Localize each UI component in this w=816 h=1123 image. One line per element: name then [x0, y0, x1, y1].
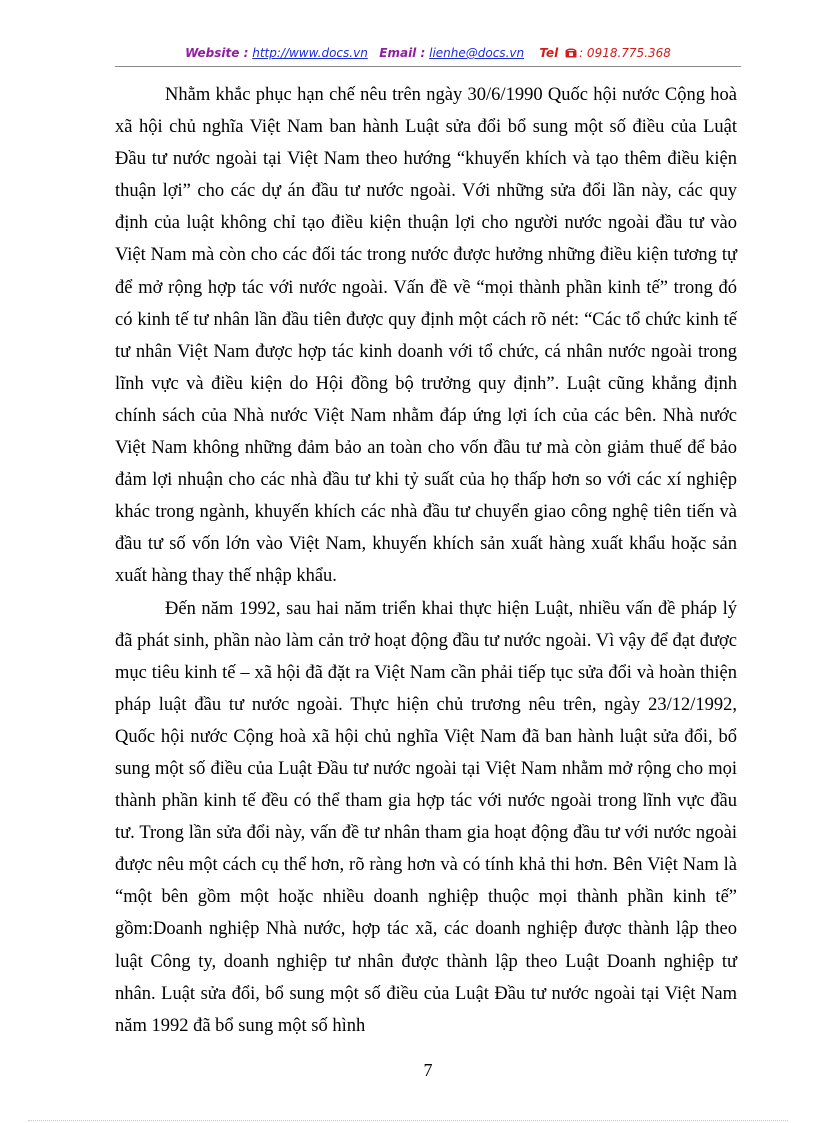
page-bottom-divider [28, 1120, 788, 1121]
tel-number: : 0918.775.368 [579, 46, 671, 60]
website-label: Website : [185, 46, 249, 60]
paragraph: Đến năm 1992, sau hai năm triển khai thực hiện Luật, nhiều vấn đề pháp lý đã phát sinh, phần nào làm cản trở hoạt động đầu tư nước ngoài. Vì vậy để đạt được mục tiêu kinh tế – xã hội đã đặt ra Việt Nam cần phải tiếp tục sửa đổi và hoàn thiện pháp luật đầu tư nước ngoài. Thực hiện chủ trương nêu trên, ngày 23/12/1992, Quốc hội nước Cộng hoà xã hội chủ nghĩa Việt Nam đã ban hành luật sửa đổi, bổ sung một số điều của Luật Đầu tư nước ngoài tại Việt Nam nhằm mở rộng cho mọi thành phần kinh tế đều có thể tham gia hợp tác với nước ngoài trong lĩnh vực đầu tư. Trong lần sửa đổi này, vấn đề tư nhân tham gia hoạt động đầu tư với nước ngoài được nêu một cách cụ thể hơn, rõ ràng hơn và có tính khả thi hơn. Bên Việt Nam là “một bên gồm một hoặc nhiều doanh nghiệp thuộc mọi thành phần kinh tế” gồm:Doanh nghiệp Nhà nước, hợp tác xã, các doanh nghiệp được thành lập theo luật Công ty, doanh nghiệp tư nhân được thành lập theo Luật Doanh nghiệp tư nhân. Luật sửa đổi, bổ sung một số điều của Luật Đầu tư nước ngoài tại Việt Nam năm 1992 đã bổ sung một số hình [115, 598, 737, 1036]
document-body [115, 79, 737, 1042]
page-number: 7 [423, 1060, 433, 1080]
paragraph: Nhằm khắc phục hạn chế nêu trên ngày 30/6/1990 Quốc hội nước Cộng hoà xã hội chủ nghĩa Việt Nam ban hành Luật sửa đổi bổ sung một số điều của Luật Đầu tư nước ngoài tại Việt Nam theo hướng “khuyến khích và tạo thêm điều kiện thuận lợi” cho các dự án đầu tư nước ngoài. Với những sửa đổi lần này, các quy định của luật không chỉ tạo điều kiện thuận lợi cho người nước ngoài đầu tư vào Việt Nam mà còn cho các đối tác trong nước được hưởng những điều kiện tương tự để mở rộng hợp tác với nước ngoài. Vấn đề về “mọi thành phần kinh tế” trong đó có kinh tế tư nhân lần đầu tiên được quy định một cách rõ nét: “Các tổ chức kinh tế tư nhân Việt Nam được hợp tác kinh doanh với tổ chức, cá nhân nước ngoài trong lĩnh vực và điều kiện do Hội đồng bộ trưởng quy định”. Luật cũng khẳng định chính sách của Nhà nước Việt Nam nhằm đáp ứng lợi ích của các bên. Nhà nước Việt Nam không những đảm bảo an toàn cho vốn đầu tư mà còn giảm thuế để bảo đảm lợi nhuận cho các nhà đầu tư khi tỷ suất của họ thấp hơn so với các xí nghiệp khác trong ngành, khuyến khích các nhà đầu tư chuyển giao công nghệ tiên tiến và đầu tư số vốn lớn vào Việt Nam, khuyến khích sản xuất hàng xuất khẩu hoặc sản xuất hàng thay thế nhập khẩu. [115, 85, 737, 587]
website-link[interactable]: http://www.docs.vn [252, 46, 368, 60]
email-label: Email : [379, 46, 426, 60]
email-link[interactable]: lienhe@docs.vn [429, 46, 525, 60]
phone-icon [565, 48, 577, 58]
tel-group [539, 46, 671, 60]
tel-label: Tel [539, 46, 559, 60]
page-header [115, 46, 741, 67]
